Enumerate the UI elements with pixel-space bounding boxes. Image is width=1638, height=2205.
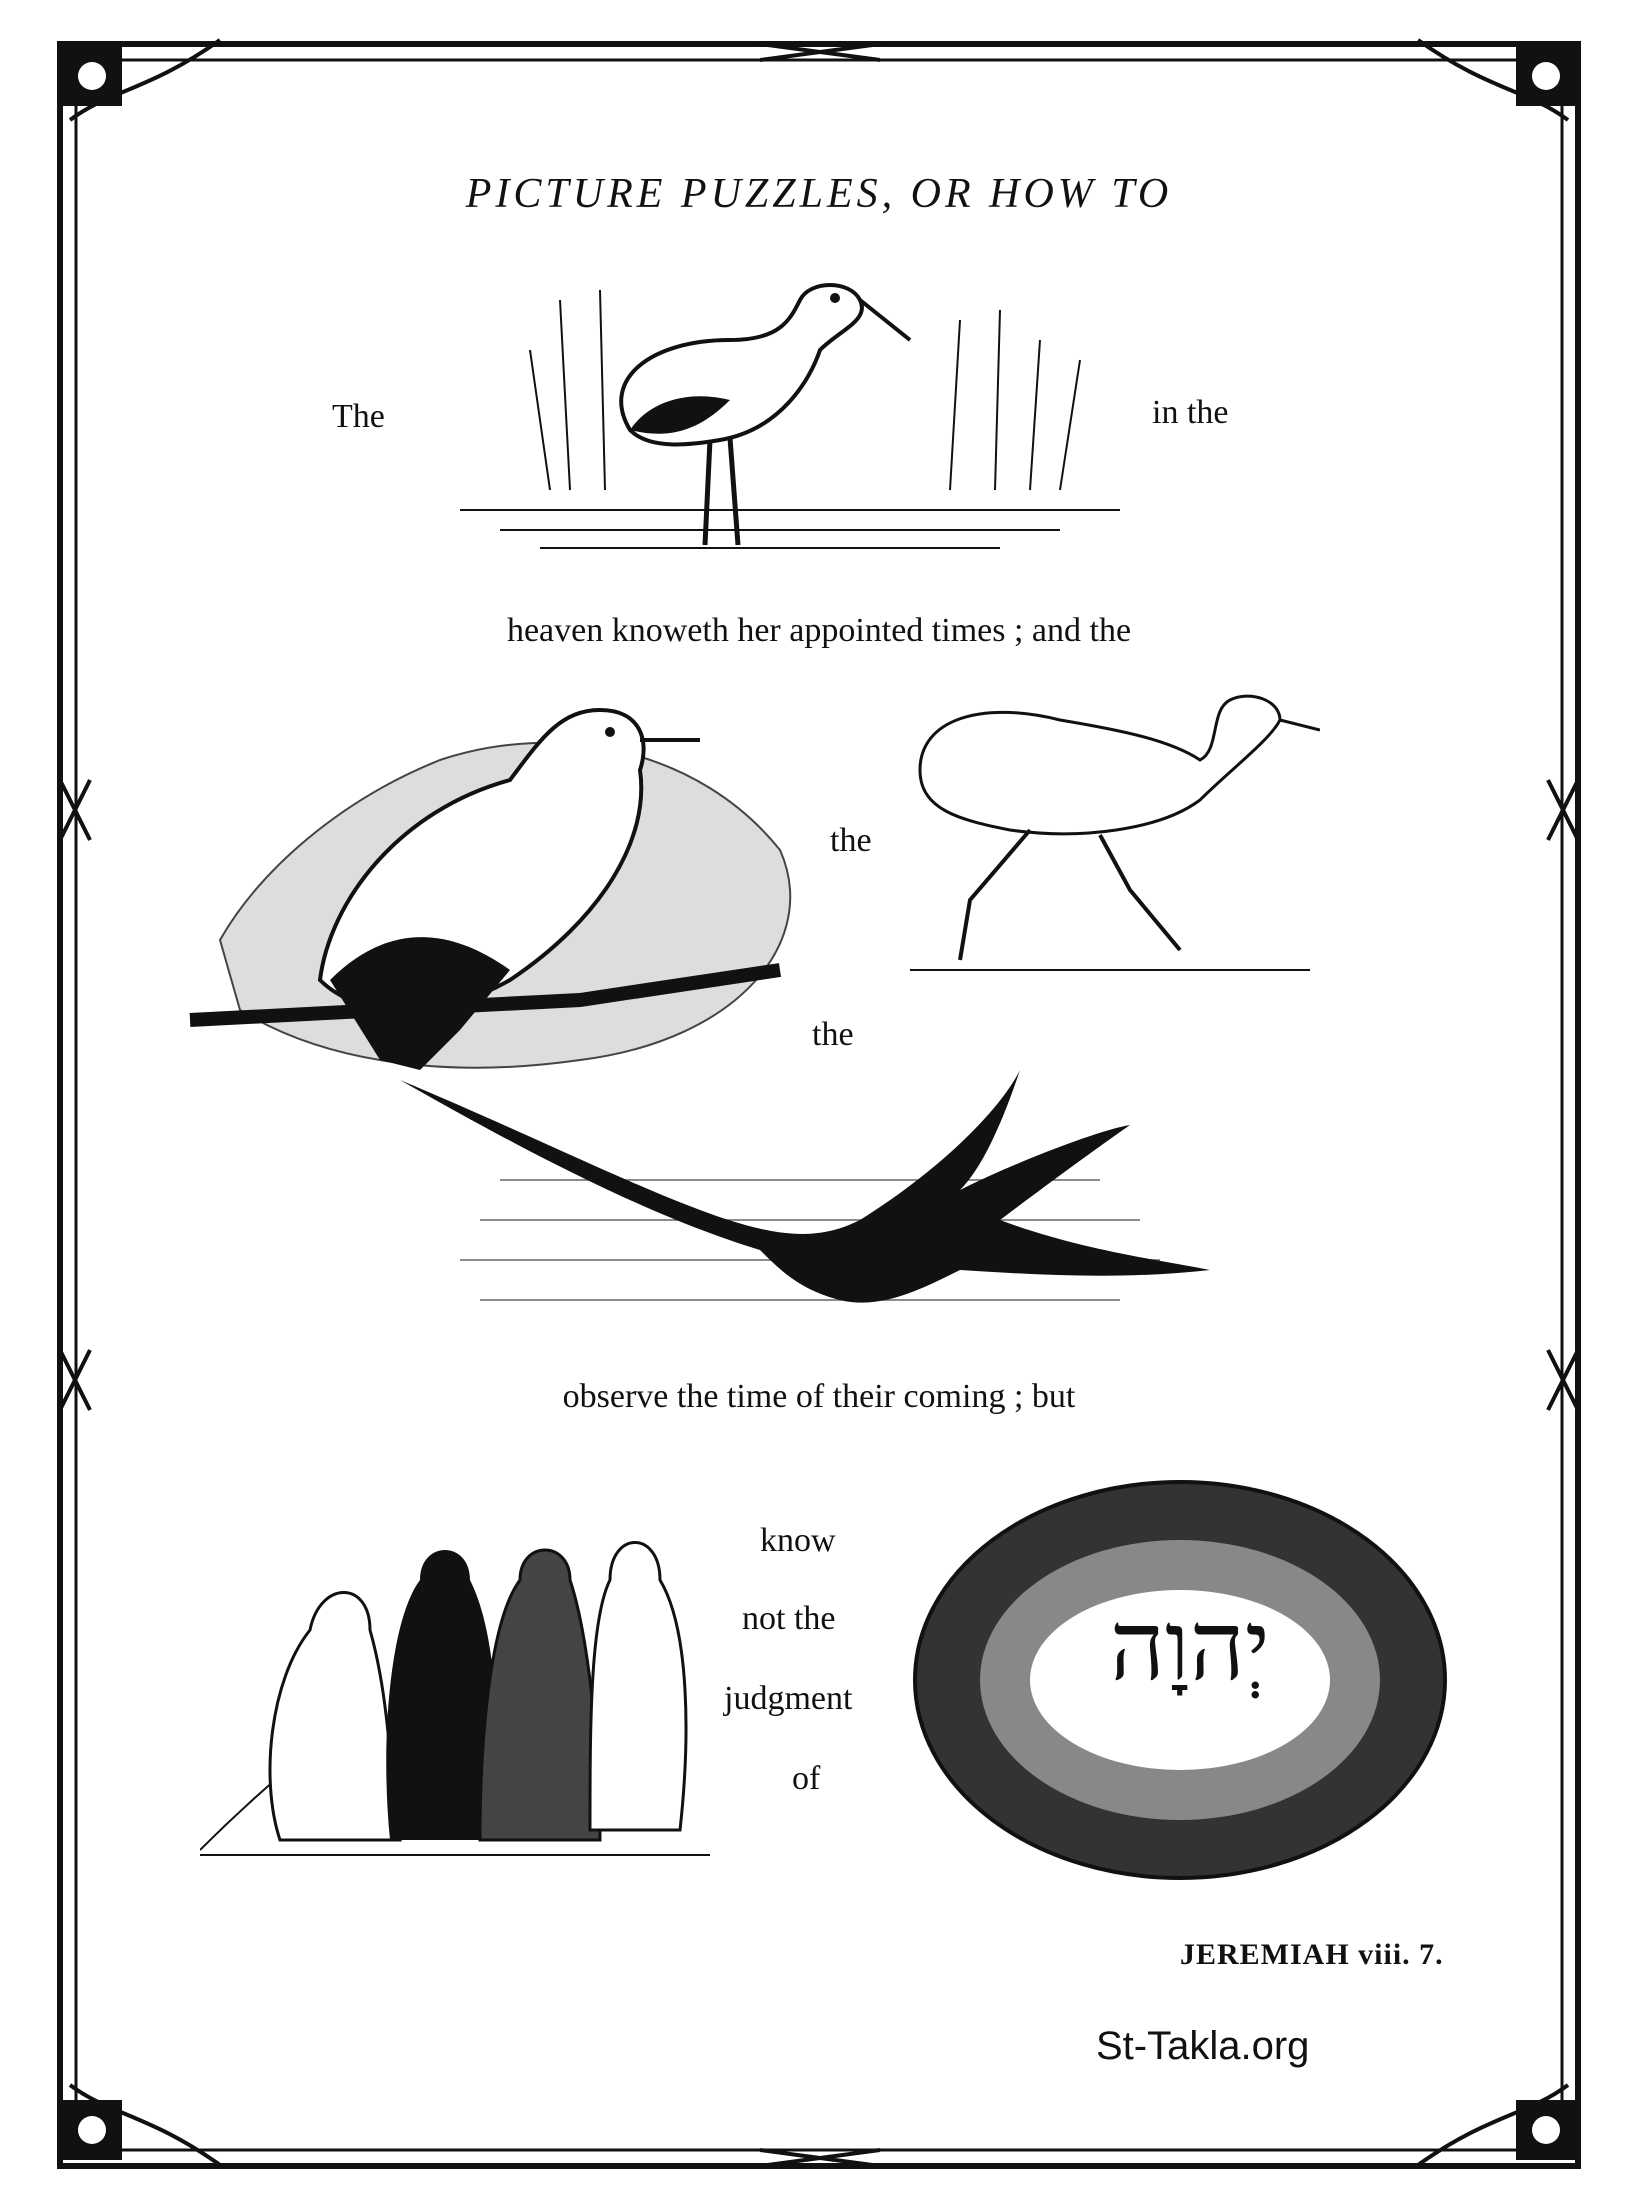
text-know: know bbox=[760, 1522, 836, 1559]
text-in-the: in the bbox=[1152, 394, 1229, 431]
stork-illustration bbox=[440, 260, 1140, 560]
text-line-2: heaven knoweth her appointed times ; and the bbox=[506, 612, 1132, 649]
swallow-illustration bbox=[400, 1070, 1220, 1340]
turtle-dove-illustration bbox=[180, 680, 820, 1100]
crane-illustration bbox=[900, 680, 1320, 980]
scripture-reference: JEREMIAH viii. 7. bbox=[1180, 1938, 1444, 1971]
text-of: of bbox=[792, 1760, 821, 1797]
page-title: PICTURE PUZZLES, OR HOW TO bbox=[465, 171, 1173, 217]
text-the-1: The bbox=[332, 398, 385, 435]
text-line-4: observe the time of their coming ; but bbox=[562, 1378, 1076, 1415]
text-the-2: the bbox=[830, 822, 872, 859]
text-not-the: not the bbox=[742, 1600, 836, 1637]
hebrew-divine-name: יְהוָה bbox=[1109, 1590, 1271, 1702]
text-judgment: judgment bbox=[724, 1680, 853, 1717]
text-the-3: the bbox=[812, 1016, 854, 1053]
watermark: St-Takla.org bbox=[1096, 2024, 1310, 2068]
group-of-men-illustration bbox=[200, 1460, 710, 1860]
